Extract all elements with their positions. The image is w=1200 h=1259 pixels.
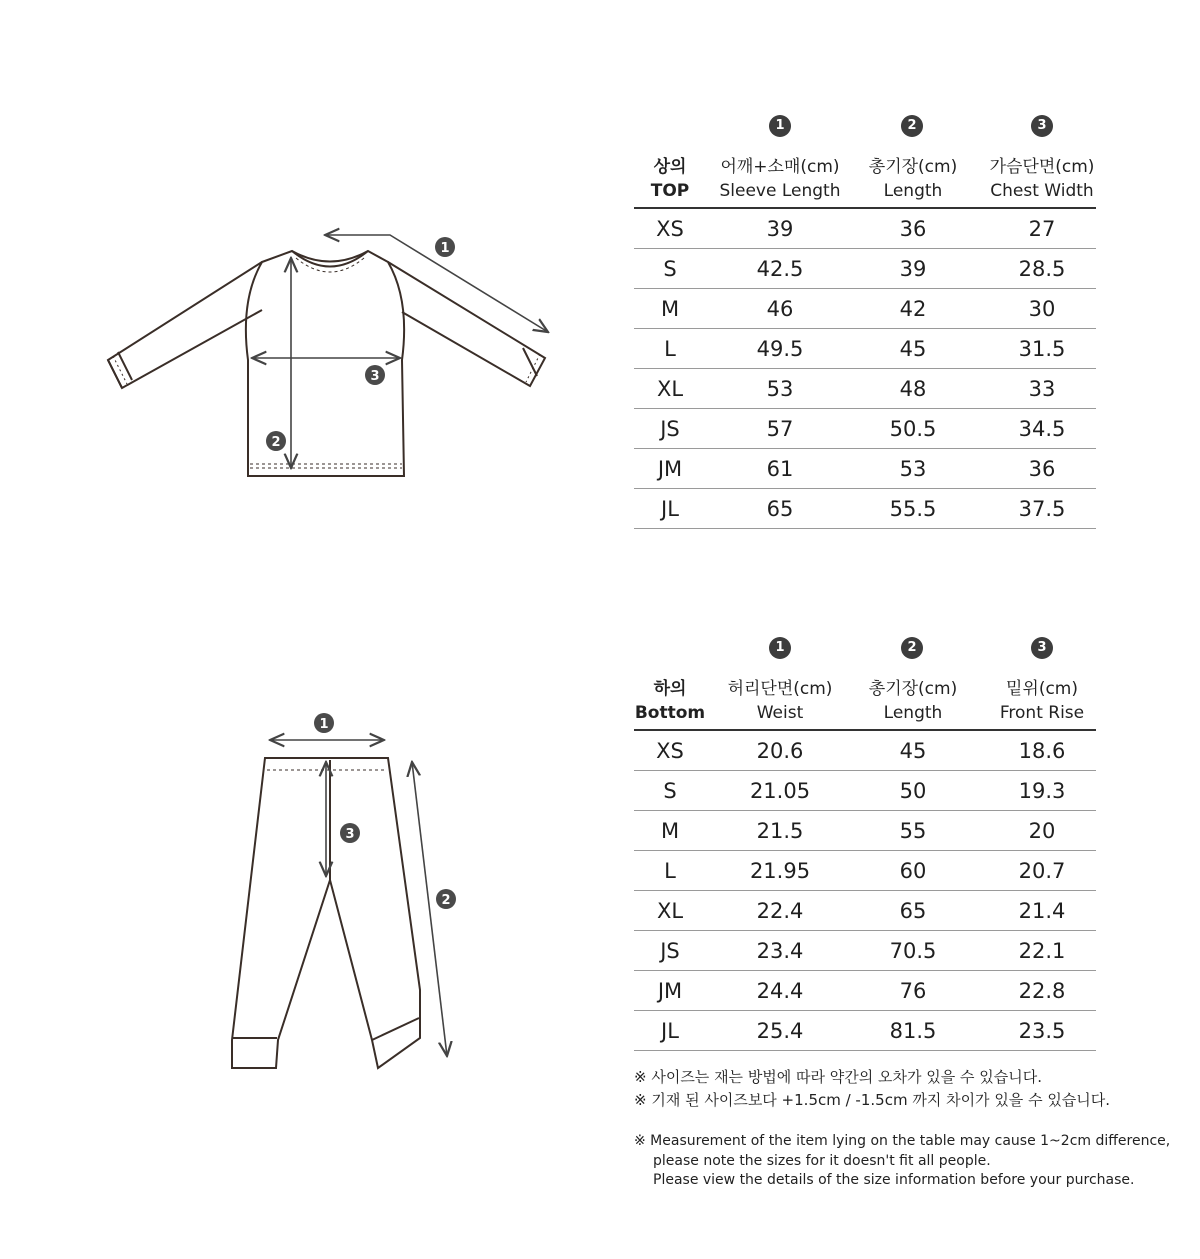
size-cell: XL [656, 899, 684, 923]
value-cell: 23.4 [756, 939, 804, 963]
value-cell: 27 [1028, 217, 1056, 241]
value-cell: 36 [1028, 457, 1056, 481]
table-row [634, 731, 1096, 771]
size-cell: JL [661, 497, 679, 521]
marker-1-icon [435, 237, 455, 257]
marker-3-icon [365, 365, 385, 385]
svg-text:2: 2 [441, 893, 451, 908]
value-cell: 20.6 [756, 739, 804, 763]
size-cell: XL [656, 377, 684, 401]
size-cell: JM [657, 979, 683, 1003]
table-row [634, 851, 1096, 891]
size-cell: JL [661, 1019, 679, 1043]
value-cell: 76 [899, 979, 927, 1003]
value-cell: 18.6 [1018, 739, 1066, 763]
size-cell: L [664, 859, 676, 883]
value-cell: 30 [1028, 297, 1056, 321]
table-row [634, 329, 1096, 369]
table-row [634, 489, 1096, 529]
table-row [634, 449, 1096, 489]
value-cell: 46 [766, 297, 794, 321]
value-cell: 19.3 [1018, 779, 1066, 803]
svg-text:2: 2 [271, 435, 281, 450]
marker-1-icon [314, 713, 334, 733]
column-marker-3-icon: 3 [1031, 637, 1053, 659]
value-cell: 60 [899, 859, 927, 883]
header-category: 상의 TOP [650, 157, 690, 201]
value-cell: 50.5 [889, 417, 937, 441]
value-cell: 53 [899, 457, 927, 481]
table-header [634, 677, 1096, 725]
value-cell: 37.5 [1018, 497, 1066, 521]
column-markers [634, 115, 1096, 155]
column-marker-1-icon: 1 [769, 115, 791, 137]
note-ko-2: ※ 기재 된 사이즈보다 +1.5cm / -1.5cm 까지 차이가 있을 수 있습니다. [634, 1091, 1111, 1109]
header-sleeve-length: 어깨+소매(cm) Sleeve Length [719, 157, 841, 201]
value-cell: 24.4 [756, 979, 804, 1003]
header-category: 하의 Bottom [634, 679, 706, 723]
value-cell: 22.1 [1018, 939, 1066, 963]
header-front-rise: 밑위(cm) Front Rise [999, 679, 1085, 723]
value-cell: 21.4 [1018, 899, 1066, 923]
note-ko-1: ※ 사이즈는 재는 방법에 따라 약간의 오차가 있을 수 있습니다. [634, 1068, 1043, 1086]
table-row [634, 891, 1096, 931]
size-cell: S [663, 779, 677, 803]
size-cell: M [660, 819, 680, 843]
value-cell: 55.5 [889, 497, 937, 521]
value-cell: 39 [766, 217, 794, 241]
column-marker-2-icon: 2 [901, 637, 923, 659]
size-cell: L [664, 337, 676, 361]
svg-text:1: 1 [319, 717, 329, 732]
value-cell: 22.4 [756, 899, 804, 923]
top-garment-diagram [0, 210, 600, 500]
column-marker-3-icon: 3 [1031, 115, 1053, 137]
value-cell: 36 [899, 217, 927, 241]
value-cell: 61 [766, 457, 794, 481]
notes-english [634, 1132, 1170, 1191]
value-cell: 55 [899, 819, 927, 843]
table-row [634, 249, 1096, 289]
column-markers [634, 637, 1096, 677]
value-cell: 45 [899, 337, 927, 361]
value-cell: 39 [899, 257, 927, 281]
size-cell: M [660, 297, 680, 321]
value-cell: 65 [766, 497, 794, 521]
top-size-table [634, 115, 1096, 529]
svg-text:1: 1 [440, 241, 450, 256]
svg-text:3: 3 [345, 827, 355, 842]
header-length: 총기장(cm) Length [868, 157, 958, 201]
table-row [634, 369, 1096, 409]
value-cell: 22.8 [1018, 979, 1066, 1003]
value-cell: 49.5 [756, 337, 804, 361]
value-cell: 21.05 [749, 779, 811, 803]
table-row [634, 931, 1096, 971]
table-row [634, 409, 1096, 449]
column-marker-1-icon: 1 [769, 637, 791, 659]
marker-3-icon [340, 823, 360, 843]
size-cell: XS [656, 217, 684, 241]
note-en-3: Please view the details of the size information before your purchase. [653, 1172, 1135, 1188]
value-cell: 81.5 [889, 1019, 937, 1043]
value-cell: 57 [766, 417, 794, 441]
value-cell: 34.5 [1018, 417, 1066, 441]
svg-text:3: 3 [370, 369, 380, 384]
value-cell: 42 [899, 297, 927, 321]
marker-2-icon [436, 889, 456, 909]
size-cell: JS [660, 939, 680, 963]
table-body [634, 731, 1096, 1051]
table-header [634, 155, 1096, 203]
table-body [634, 209, 1096, 529]
table-row [634, 971, 1096, 1011]
value-cell: 50 [899, 779, 927, 803]
bottom-size-table [634, 637, 1096, 1051]
table-row [634, 289, 1096, 329]
shirt-outline [108, 251, 545, 476]
value-cell: 20.7 [1018, 859, 1066, 883]
table-row [634, 209, 1096, 249]
table-row [634, 771, 1096, 811]
header-length: 총기장(cm) Length [868, 679, 958, 723]
size-cell: JM [657, 457, 683, 481]
notes-korean [634, 1066, 1110, 1112]
header-chest-width: 가슴단면(cm) Chest Width [989, 157, 1095, 201]
value-cell: 70.5 [889, 939, 937, 963]
note-en-1: ※ Measurement of the item lying on the table may cause 1~2cm difference, [634, 1133, 1171, 1149]
value-cell: 25.4 [756, 1019, 804, 1043]
note-en-2: please note the sizes for it doesn't fit all people. [653, 1152, 991, 1169]
value-cell: 45 [899, 739, 927, 763]
value-cell: 53 [766, 377, 794, 401]
column-marker-2-icon: 2 [901, 115, 923, 137]
table-row [634, 1011, 1096, 1051]
value-cell: 20 [1028, 819, 1056, 843]
table-row [634, 811, 1096, 851]
value-cell: 28.5 [1018, 257, 1066, 281]
value-cell: 31.5 [1018, 337, 1066, 361]
header-waist: 허리단면(cm) Weist [727, 679, 833, 723]
value-cell: 65 [899, 899, 927, 923]
value-cell: 42.5 [756, 257, 804, 281]
value-cell: 21.95 [749, 859, 811, 883]
value-cell: 48 [899, 377, 927, 401]
bottom-garment-diagram [0, 700, 600, 1080]
value-cell: 33 [1028, 377, 1056, 401]
value-cell: 21.5 [756, 819, 804, 843]
size-cell: JS [660, 417, 680, 441]
size-cell: XS [656, 739, 684, 763]
marker-2-icon [266, 431, 286, 451]
value-cell: 23.5 [1018, 1019, 1066, 1043]
size-cell: S [663, 257, 677, 281]
